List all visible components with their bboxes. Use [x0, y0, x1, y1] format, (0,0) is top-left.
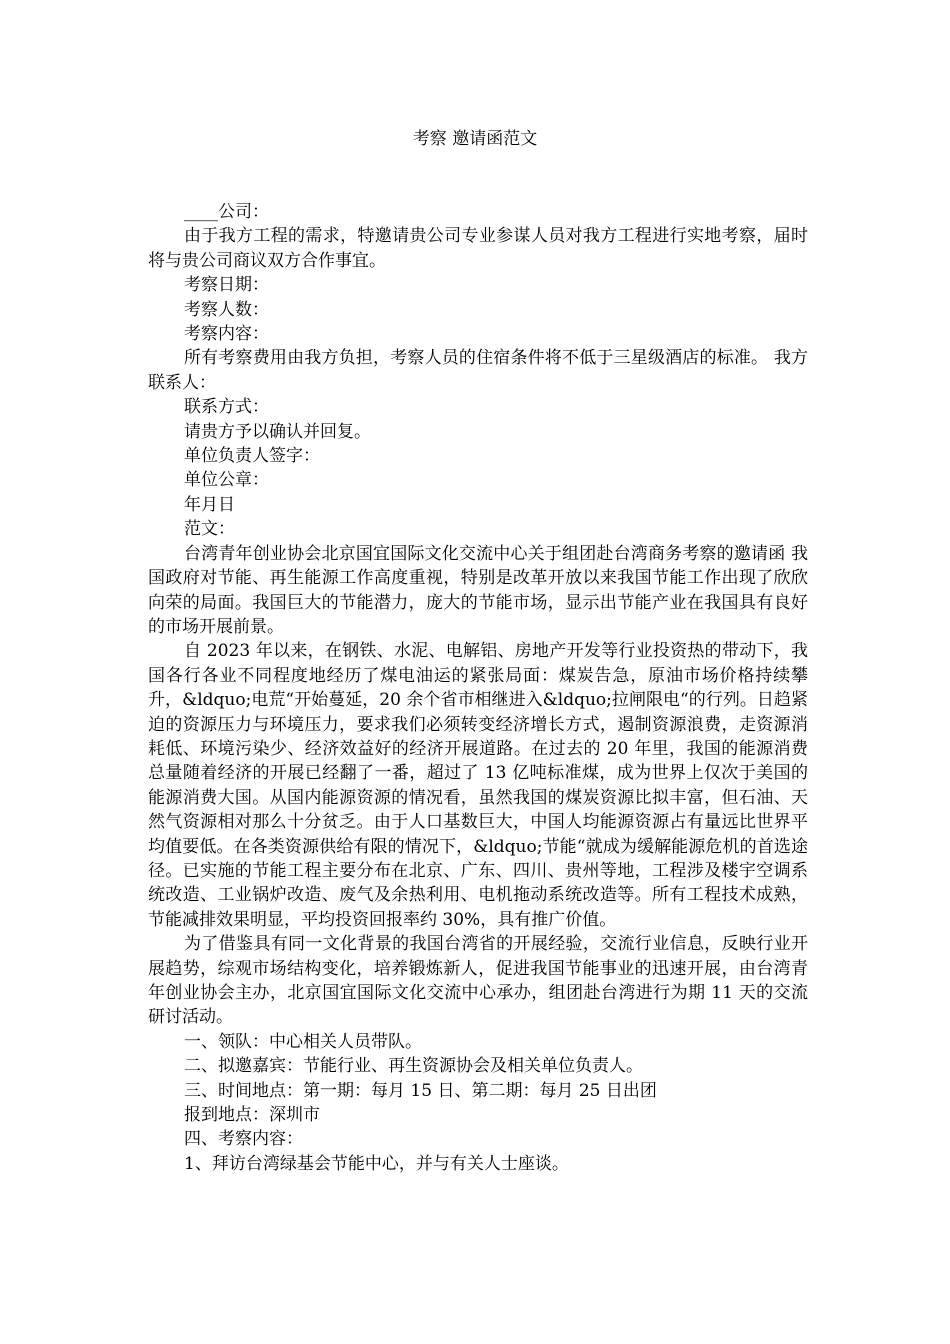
paragraph: 报到地点：深圳市: [184, 1105, 320, 1126]
paragraph: 台湾青年创业协会北京国宜国际文化交流中心关于组团赴台湾商务考察的邀请函 我国政府对节能、再生能源工作高度重视，特别是改革开放以来我国节能工作出现了欣欣向荣的局面。我国巨大的节能潜力，庞大的节能市场，显示出节能产业在我国具有良好的市场开展前景。: [148, 543, 808, 637]
paragraph: 请贵方予以确认并回复。: [184, 421, 371, 442]
paragraph: 所有考察费用由我方负担，考察人员的住宿条件将不低于三星级酒店的标准。 我方联系人：: [148, 348, 808, 393]
paragraph: 考察人数：: [184, 299, 269, 320]
document-title: 考察 邀请函范文: [412, 129, 538, 149]
paragraph: 年月日: [184, 494, 235, 515]
paragraph: 一、领队：中心相关人员带队。: [184, 1031, 422, 1052]
paragraph: 为了借鉴具有同一文化背景的我国台湾省的开展经验，交流行业信息，反映行业开展趋势，综观市场结构变化，培养锻炼新人，促进我国节能事业的迅速开展，由台湾青年创业协会主办，北京国宜国际文化交流中心承办，组团赴台湾进行为期 11 天的交流研讨活动。: [148, 934, 808, 1028]
paragraph: 范文：: [184, 519, 235, 540]
paragraph: 三、时间地点：第一期：每月 15 日、第二期：每月 25 日出团: [184, 1080, 657, 1101]
paragraph: 单位公章：: [184, 470, 269, 491]
paragraph: 自 2023 年以来，在钢铁、水泥、电解铝、房地产开发等行业投资热的带动下，我国各行各业不同程度地经历了煤电油运的紧张局面：煤炭告急，原油市场价格持续攀升，&ldquo;电荒“开始蔓延，20 余个省市相继进入&ldquo;拉闸限电“的行列。日趋紧迫的资源压力与环境压力，要求我们必须转变经济增长方式，遏制资源浪费，走资源消耗低、环境污染少、经济效益好的经济开展道路。在过去的 20 年里，我国的能源消费总量随着经济的开展已经翻了一番，超过了 13 亿吨标准煤，成为世界上仅次于美国的能源消费大国。从国内能源资源的情况看，虽然我国的煤炭资源比拟丰富，但石油、天然气资源相对那么十分贫乏。由于人口基数巨大，中国人均能源资源占有量远比世界平均值要低。在各类资源供给有限的情况下，&ldquo;节能“就成为缓解能源危机的首选途径。已实施的节能工程主要分布在北京、广东、四川、贵州等地，工程涉及楼宇空调系统改造、工业锅炉改造、废气及余热利用、电机拖动系统改造等。所有工程技术成熟，节能减排效果明显，平均投资回报率约 30%，具有推广价值。: [148, 641, 808, 930]
paragraph: 二、拟邀嘉宾：节能行业、再生资源协会及相关单位负责人。: [184, 1056, 643, 1077]
document-body: [148, 200, 808, 1176]
paragraph: 考察日期：: [184, 275, 269, 296]
paragraph: 考察内容：: [184, 324, 269, 345]
paragraph: 1、拜访台湾绿基会节能中心，并与有关人士座谈。: [184, 1153, 569, 1174]
paragraph: ____公司：: [184, 202, 269, 222]
paragraph: 四、考察内容：: [184, 1129, 303, 1150]
paragraph: 联系方式：: [184, 397, 269, 418]
paragraph: 由于我方工程的需求，特邀请贵公司专业参谋人员对我方工程进行实地考察，届时将与贵公司商议双方合作事宜。: [148, 226, 808, 271]
paragraph: 单位负责人签字：: [184, 446, 320, 467]
